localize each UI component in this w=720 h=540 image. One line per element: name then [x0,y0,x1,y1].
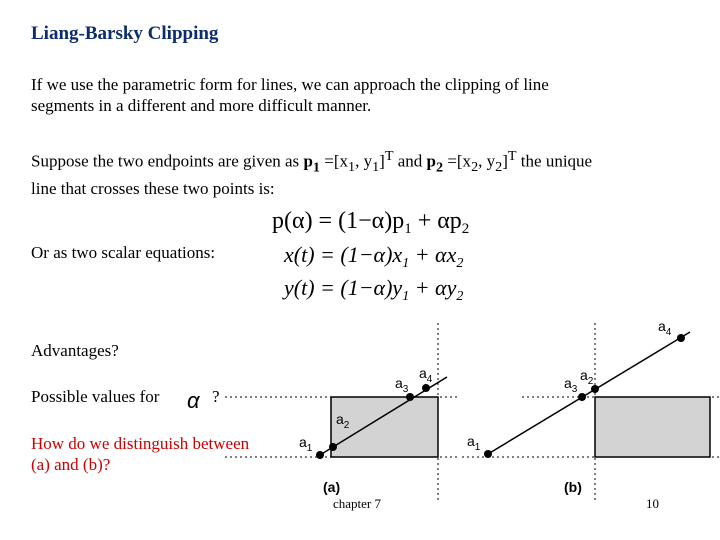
advantages-question: Advantages? [31,341,119,360]
subscript: 2 [495,159,503,176]
equation-y: $y(t) = (1-\alpha)y_1 + \alpha y_2$ [284,275,464,304]
point-a3 [578,393,586,401]
label-a4: $a_4$ [658,318,672,338]
endpoints-line-2: line that crosses these two points is: [31,179,275,199]
p1-symbol: p [303,151,313,171]
caption-a: (a) [323,479,341,495]
text-span: ] [379,151,385,171]
transpose-sup: T [384,148,394,164]
text-span: and [393,151,427,171]
distinguish-line-1: How do we distinguish between [31,434,250,453]
endpoints-line-1 [31,146,701,178]
p2-subscript: 2 [435,159,444,176]
equation-vector: $p(\alpha) = (1-\alpha)p_1 + \alpha p_2$ [272,208,470,237]
intro-paragraph [31,74,691,116]
label-a2: $a_2$ [580,367,594,387]
point-a4 [422,384,430,392]
text-span: =[x [319,151,348,171]
clipping-diagram-a [225,315,460,500]
intro-line-2: segments in a different and more difficult manner. [31,96,372,115]
label-a4: $a_4$ [419,365,433,385]
parametric-equations [270,200,500,305]
clipping-diagram-b [462,315,720,500]
label-a1: $a_1$ [467,433,481,453]
endpoints-paragraph [31,146,701,199]
possible-values-text: Possible values for [31,387,160,406]
text-span: the unique [516,151,593,171]
subscript: 2 [471,159,479,176]
point-a4 [677,334,685,342]
possible-values-question-mark: ? [212,387,220,406]
text-span: Suppose the two endpoints are given as [31,151,304,171]
label-a3: $a_3$ [395,375,409,395]
subscript: 1 [347,159,356,176]
svg-text:α: α [187,392,200,412]
footer-chapter: chapter 7 [333,496,382,511]
scalar-equations-label: Or as two scalar equations: [31,243,216,262]
distinguish-question [31,433,249,475]
distinguish-line-2: (a) and (b)? [31,455,111,474]
label-a2: $a_2$ [336,411,350,431]
p1-subscript: 1 [312,159,320,176]
slide-title: Liang-Barsky Clipping [31,23,219,44]
point-a1 [484,450,492,458]
clip-window [595,397,710,457]
alpha-symbol-icon [186,392,210,412]
equation-x: $x(t) = (1-\alpha)x_1 + \alpha x_2$ [284,242,464,271]
p2-symbol: p [426,151,436,171]
label-a3: $a_3$ [564,375,578,395]
text-span: , y [355,151,373,171]
point-a1 [316,451,324,459]
point-a2 [329,443,337,451]
text-span: ] [502,151,508,171]
label-a1: $a_1$ [299,434,313,454]
footer-page-number: 10 [646,496,659,511]
intro-line-1: If we use the parametric form for lines, we can approach the clipping of line [31,75,549,94]
caption-b: (b) [564,479,582,495]
transpose-sup: T [507,148,517,164]
text-span: , y [478,151,496,171]
text-span: =[x [443,151,472,171]
subscript: 1 [372,159,380,176]
